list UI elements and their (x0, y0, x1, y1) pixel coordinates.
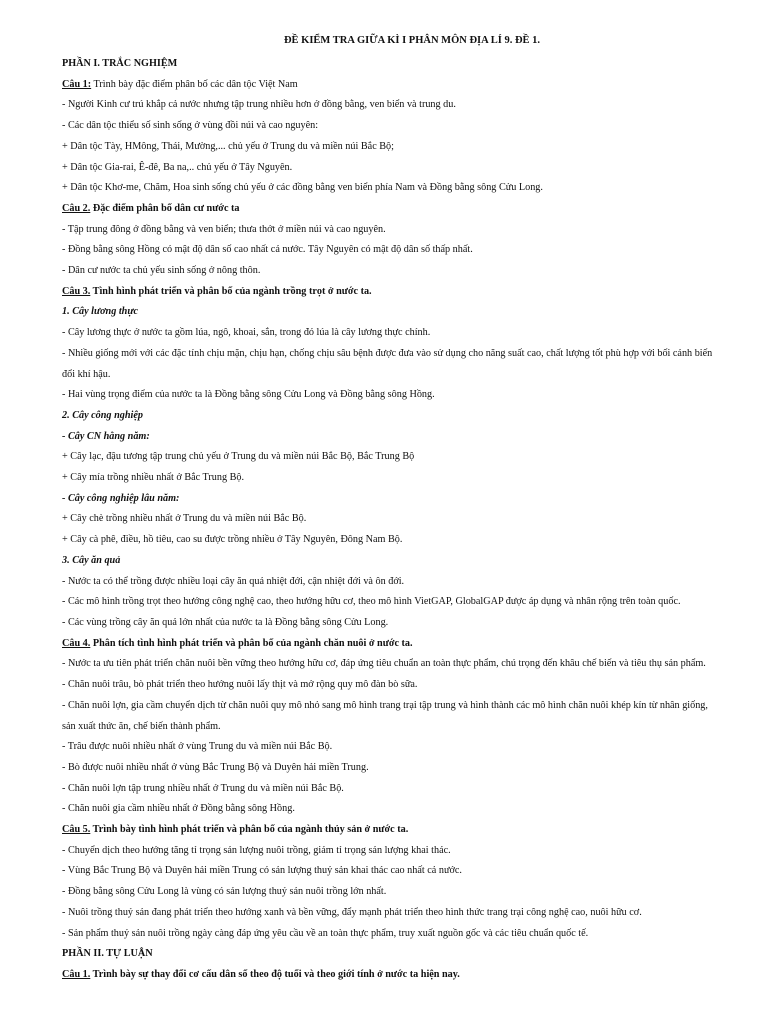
q1-line: + Dân tộc Gia-rai, Ê-đê, Ba na,.. chủ yếu ở Tây Nguyên. (62, 161, 293, 173)
q3-line: + Cây lạc, đậu tương tập trung chủ yếu ở Trung du và miền núi Bắc Bộ, Bắc Trung Bộ (62, 451, 415, 463)
q3-line: + Cây cà phê, điều, hồ tiêu, cao su được trồng nhiều ở Tây Nguyên, Đông Nam Bộ. (62, 534, 403, 546)
q3-heading (62, 282, 722, 303)
q1-line: - Người Kinh cư trú khắp cả nước nhưng tập trung nhiều hơn ở đồng bằng, ven biển và trung du. (62, 99, 456, 111)
q3-subheading: 3. Cây ăn quả (62, 554, 121, 566)
q5-line: - Đồng bằng sông Cửu Long là vùng có sản lượng thuỷ sản nuôi trồng lớn nhất. (62, 886, 387, 898)
q2-heading (62, 199, 722, 220)
q5-line: - Sản phẩm thuỷ sản nuôi trồng ngày càng đáp ứng yêu cầu về an toàn thực phẩm, truy xuất nguồn gốc và các tiêu chuẩn quốc tế. (62, 927, 589, 939)
q4-line: - Chăn nuôi lợn tập trung nhiều nhất ở Trung du và miền núi Bắc Bộ. (62, 782, 344, 794)
q4-heading (62, 634, 722, 655)
q2-line: - Đồng bằng sông Hồng có mật độ dân số cao nhất cả nước. Tây Nguyên có mật độ dân số thấp nhất. (62, 244, 473, 256)
q3-line: - Hai vùng trọng điểm của nước ta là Đồng bằng sông Cửu Long và Đồng bằng sông Hồng. (62, 389, 435, 401)
q4-label: Câu 4. (62, 637, 91, 649)
q4-text: Phân tích tình hình phát triển và phân bố của ngành chăn nuôi ở nước ta. (90, 637, 413, 649)
q4-line: - Chăn nuôi lợn, gia cầm chuyển dịch từ chăn nuôi quy mô nhỏ sang mô hình trang trại tập trung và hình thành các mô hình chăn nuôi khép kín từ nhân giống, sản xuất thức ăn, chế biến thành phẩm. (62, 699, 708, 732)
q4-line: - Chăn nuôi trâu, bò phát triển theo hướng nuôi lấy thịt và mở rộng quy mô đàn bò sữa. (62, 679, 418, 691)
q1-line: + Dân tộc Tày, HMông, Thái, Mường,... chủ yếu ở Trung du và miền núi Bắc Bộ; (62, 140, 394, 152)
q3-subheading: - Cây CN hằng năm: (62, 430, 150, 442)
q5-line: - Vùng Bắc Trung Bộ và Duyên hải miền Trung có sản lượng thuỷ sản khai thác cao nhất cả nước. (62, 865, 462, 877)
q3-text: Tình hình phát triển và phân bố của ngành trồng trọt ở nước ta. (90, 285, 372, 297)
q3-subheading: 1. Cây lương thực (62, 306, 138, 318)
q1-text: Trình bày đặc điểm phân bố các dân tộc Việt Nam (91, 78, 298, 90)
q2-text: Đặc điểm phân bố dân cư nước ta (90, 202, 240, 214)
e1-label: Câu 1. (62, 968, 91, 980)
q4-line: - Bò được nuôi nhiều nhất ở vùng Bắc Trung Bộ và Duyên hải miền Trung. (62, 761, 369, 773)
q5-label: Câu 5. (62, 824, 91, 836)
q4-line: - Chăn nuôi gia cầm nhiều nhất ở Đồng bằng sông Hồng. (62, 803, 295, 815)
q5-heading (62, 820, 722, 841)
q3-subheading: - Cây công nghiệp lâu năm: (62, 492, 180, 504)
document-title: ĐỀ KIỂM TRA GIỮA KÌ I PHÂN MÔN ĐỊA LÍ 9. ĐỀ 1. (283, 35, 541, 46)
q3-line: + Cây mía trồng nhiều nhất ở Bắc Trung Bộ. (62, 472, 245, 484)
q3-line: - Các mô hình trồng trọt theo hướng công nghệ cao, theo hướng hữu cơ, theo mô hình VietGAP, GlobalGAP được áp dụng và nhân rộng trên toàn quốc. (62, 596, 681, 608)
q1-heading (62, 75, 722, 96)
q4-line: - Nước ta ưu tiên phát triển chăn nuôi bền vững theo hướng hữu cơ, đáp ứng tiêu chuẩn an toàn thực phẩm, chú trọng đến khâu chế biến và tiêu thụ sản phẩm. (62, 658, 706, 670)
q3-subheading: 2. Cây công nghiệp (62, 409, 143, 421)
q5-line: - Nuôi trồng thuỷ sản đang phát triển theo hướng xanh và bền vững, đẩy mạnh phát triển theo hình thức trang trại công nghệ cao, nuôi hữu cơ. (62, 906, 642, 918)
q3-line: - Cây lương thực ở nước ta gồm lúa, ngô, khoai, sắn, trong đó lúa là cây lương thực chính. (62, 327, 431, 339)
q1-line: - Các dân tộc thiểu số sinh sống ở vùng đồi núi và cao nguyên: (62, 120, 319, 132)
part1-heading: PHẦN I. TRẮC NGHIỆM (62, 58, 178, 69)
q3-line: + Cây chè trồng nhiều nhất ở Trung du và miền núi Bắc Bộ. (62, 513, 307, 525)
q3-line: - Nước ta có thể trồng được nhiều loại cây ăn quả nhiệt đới, cận nhiệt đới và ôn đới. (62, 575, 405, 587)
q3-line: - Các vùng trồng cây ăn quả lớn nhất của nước ta là Đồng bằng sông Cửu Long. (62, 616, 389, 628)
e1-text: Trình bày sự thay đổi cơ cấu dân số theo độ tuổi và theo giới tính ở nước ta hiện nay. (90, 968, 460, 980)
q2-line: - Tập trung đông ở đồng bằng và ven biển; thưa thớt ở miền núi và cao nguyên. (62, 223, 386, 235)
q1-label: Câu 1: (62, 78, 92, 90)
q2-label: Câu 2. (62, 202, 91, 214)
q5-text: Trình bày tình hình phát triển và phân bố của ngành thủy sản ở nước ta. (90, 824, 409, 836)
part2-heading: PHẦN II. TỰ LUẬN (62, 948, 153, 960)
q2-line: - Dân cư nước ta chủ yếu sinh sống ở nông thôn. (62, 265, 261, 277)
q5-line: - Chuyển dịch theo hướng tăng tỉ trọng sản lượng nuôi trồng, giảm tỉ trọng sản lượng khai thác. (62, 844, 451, 856)
q3-line: - Nhiều giống mới với các đặc tính chịu mặn, chịu hạn, chống chịu sâu bệnh được đưa vào sử dụng cho năng suất cao, chất lượng tốt phù hợp với bối cảnh biến đổi khí hậu. (62, 347, 713, 380)
q4-line: - Trâu được nuôi nhiều nhất ở vùng Trung du và miền núi Bắc Bộ. (62, 741, 333, 753)
q3-label: Câu 3. (62, 285, 91, 297)
q1-line: + Dân tộc Khơ-me, Chăm, Hoa sinh sống chủ yếu ở các đồng bằng ven biển phía Nam và Đồng bằng sông Cửu Long. (62, 182, 543, 194)
e1-heading (62, 965, 722, 986)
